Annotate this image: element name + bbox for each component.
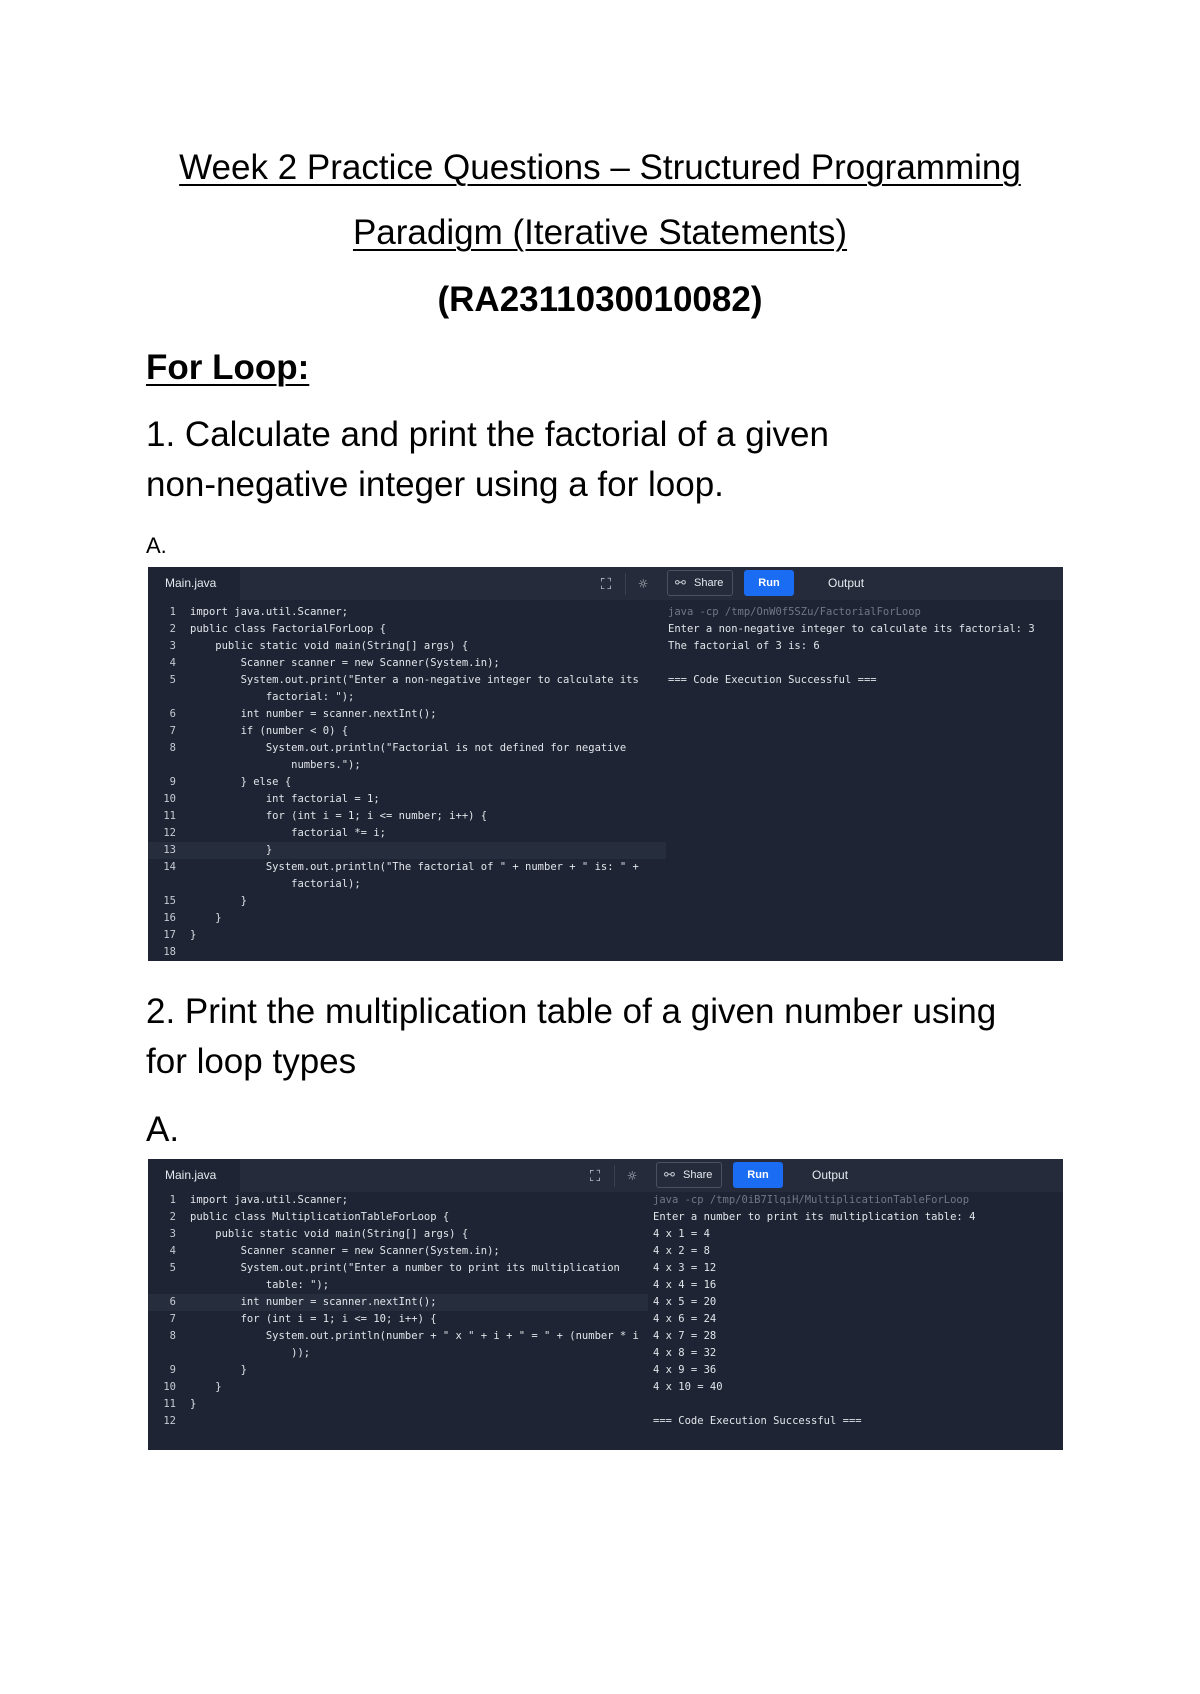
code-text: factorial *= i; — [190, 827, 386, 839]
fullscreen-icon[interactable]: ⛶ — [589, 1167, 601, 1185]
code-line — [148, 1294, 648, 1311]
code-editor-screenshot-1 — [148, 567, 1063, 961]
line-number: 1 — [169, 1194, 176, 1206]
section-heading: For Loop: — [146, 348, 310, 387]
output-line — [653, 1396, 1058, 1413]
output-line: === Code Execution Successful === — [653, 1415, 862, 1427]
code-line — [148, 1328, 648, 1345]
question-1 — [146, 410, 1066, 510]
output-line: java -cp /tmp/0iB7IlqiH/MultiplicationTableForLoop — [653, 1194, 970, 1206]
question-1-line2: non-negative integer using a for loop. — [146, 465, 724, 504]
theme-toggle-icon[interactable]: ☼ — [627, 1167, 637, 1185]
line-number: 2 — [169, 1211, 176, 1223]
output-line: The factorial of 3 is: 6 — [668, 640, 820, 652]
line-number: 11 — [163, 810, 176, 822]
code-text: } else { — [190, 776, 292, 788]
line-number: 18 — [163, 946, 176, 958]
line-number: 17 — [163, 929, 176, 941]
output-line: 4 x 2 = 8 — [653, 1245, 710, 1257]
line-number: 12 — [163, 827, 176, 839]
code-panel[interactable] — [148, 604, 666, 961]
line-number: 10 — [163, 793, 176, 805]
code-text: System.out.println(number + " x " + i + " = " + (number * i — [190, 1330, 639, 1342]
output-line: 4 x 7 = 28 — [653, 1330, 717, 1342]
code-text: } — [190, 912, 222, 924]
output-line: java -cp /tmp/OnW0f5SZu/FactorialForLoop — [668, 606, 921, 618]
registration-number: (RA2311030010082) — [437, 280, 763, 319]
run-button[interactable]: Run — [744, 570, 794, 596]
code-text: Scanner scanner = new Scanner(System.in); — [190, 1245, 500, 1257]
code-text: )); — [190, 1347, 311, 1359]
code-text: System.out.println("Factorial is not defined for negative — [190, 742, 627, 754]
output-line: 4 x 4 = 16 — [653, 1279, 717, 1291]
code-line — [148, 842, 666, 859]
output-panel — [653, 1192, 1058, 1430]
line-number: 4 — [169, 657, 176, 669]
document-title-line1: Week 2 Practice Questions – Structured Programming — [179, 148, 1021, 187]
code-text: factorial); — [190, 878, 361, 890]
code-line — [148, 1396, 648, 1413]
code-text: System.out.println("The factorial of " + number + " is: " + — [190, 861, 639, 873]
line-number: 14 — [163, 861, 176, 873]
output-line: Enter a non-negative integer to calculate its factorial: 3 — [668, 623, 1035, 635]
code-line — [148, 927, 666, 944]
code-line — [148, 1413, 648, 1430]
output-line: Enter a number to print its multiplication table: 4 — [653, 1211, 976, 1223]
question-2 — [146, 987, 1066, 1087]
code-line — [148, 706, 666, 723]
code-line — [148, 893, 666, 910]
code-text: int number = scanner.nextInt(); — [190, 708, 437, 720]
question-2-line2: for loop types — [146, 1042, 357, 1081]
code-line — [148, 774, 666, 791]
code-text: numbers."); — [190, 759, 361, 771]
share-button[interactable] — [667, 570, 733, 596]
code-text: } — [190, 1364, 247, 1376]
code-line — [148, 689, 666, 706]
line-number: 9 — [169, 776, 176, 788]
answer-1-label: A. — [146, 533, 167, 558]
code-text: table: "); — [190, 1279, 330, 1291]
code-line — [148, 1209, 648, 1226]
code-text: public static void main(String[] args) { — [190, 640, 469, 652]
code-line — [148, 655, 666, 672]
line-number: 16 — [163, 912, 176, 924]
code-line — [148, 723, 666, 740]
line-number: 5 — [169, 1262, 176, 1274]
run-button[interactable]: Run — [733, 1162, 783, 1188]
code-text: import java.util.Scanner; — [190, 1194, 349, 1206]
output-label: Output — [828, 576, 865, 590]
file-tab[interactable]: Main.java — [148, 567, 240, 600]
question-1-line1: 1. Calculate and print the factorial of a given — [146, 415, 829, 454]
line-number: 6 — [169, 708, 176, 720]
line-number: 7 — [169, 1313, 176, 1325]
code-text: } — [190, 929, 197, 941]
output-panel — [668, 604, 1058, 689]
code-text: System.out.print("Enter a number to print its multiplication — [190, 1262, 620, 1274]
line-number: 11 — [163, 1398, 176, 1410]
line-number: 13 — [163, 844, 176, 856]
code-line — [148, 740, 666, 757]
code-line — [148, 808, 666, 825]
code-line — [148, 621, 666, 638]
answer-2-label: A. — [146, 1110, 180, 1149]
code-text: import java.util.Scanner; — [190, 606, 349, 618]
code-text: } — [190, 844, 273, 856]
code-text: for (int i = 1; i <= number; i++) { — [190, 810, 488, 822]
line-number: 6 — [169, 1296, 176, 1308]
code-line — [148, 1345, 648, 1362]
line-number: 5 — [169, 674, 176, 686]
line-number: 15 — [163, 895, 176, 907]
output-line: 4 x 9 = 36 — [653, 1364, 717, 1376]
question-2-line1: 2. Print the multiplication table of a given number using — [146, 992, 997, 1031]
output-label: Output — [812, 1168, 849, 1182]
output-line: 4 x 8 = 32 — [653, 1347, 717, 1359]
code-line — [148, 757, 666, 774]
code-text: Scanner scanner = new Scanner(System.in); — [190, 657, 500, 669]
code-line — [148, 859, 666, 876]
share-icon: ⚯ — [675, 575, 686, 590]
toolbar-divider — [614, 1165, 615, 1187]
share-label: Share — [694, 577, 724, 589]
code-text: if (number < 0) { — [190, 725, 349, 737]
share-label: Share — [683, 1169, 713, 1181]
code-line — [148, 1243, 648, 1260]
editor-toolbar — [148, 1159, 1063, 1192]
code-line — [148, 604, 666, 621]
line-number: 4 — [169, 1245, 176, 1257]
code-line — [148, 910, 666, 927]
code-text: System.out.print("Enter a non-negative integer to calculate its — [190, 674, 639, 686]
share-button[interactable] — [656, 1162, 722, 1188]
toolbar-divider — [625, 573, 626, 595]
code-line — [148, 1362, 648, 1379]
code-line — [148, 876, 666, 893]
output-line: 4 x 3 = 12 — [653, 1262, 717, 1274]
output-line: === Code Execution Successful === — [668, 674, 877, 686]
code-text: } — [190, 1398, 197, 1410]
code-text: public class MultiplicationTableForLoop { — [190, 1211, 450, 1223]
line-number: 3 — [169, 1228, 176, 1240]
code-line — [148, 672, 666, 689]
line-number: 2 — [169, 623, 176, 635]
code-panel[interactable] — [148, 1192, 648, 1430]
line-number: 10 — [163, 1381, 176, 1393]
output-line — [668, 655, 1058, 672]
code-text: factorial: "); — [190, 691, 355, 703]
line-number: 8 — [169, 742, 176, 754]
code-text: } — [190, 895, 247, 907]
code-line — [148, 638, 666, 655]
code-line — [148, 944, 666, 961]
line-number: 7 — [169, 725, 176, 737]
code-text: public class FactorialForLoop { — [190, 623, 386, 635]
editor-toolbar — [148, 567, 1063, 600]
fullscreen-icon[interactable]: ⛶ — [600, 575, 612, 593]
code-line — [148, 825, 666, 842]
code-text: int number = scanner.nextInt(); — [190, 1296, 437, 1308]
line-number: 3 — [169, 640, 176, 652]
code-editor-screenshot-2 — [148, 1159, 1063, 1450]
output-line: 4 x 6 = 24 — [653, 1313, 717, 1325]
line-number: 9 — [169, 1364, 176, 1376]
output-line: 4 x 5 = 20 — [653, 1296, 717, 1308]
line-number: 1 — [169, 606, 176, 618]
code-line — [148, 1379, 648, 1396]
code-line — [148, 1226, 648, 1243]
code-text: int factorial = 1; — [190, 793, 380, 805]
file-tab[interactable]: Main.java — [148, 1159, 240, 1192]
output-line: 4 x 10 = 40 — [653, 1381, 723, 1393]
theme-toggle-icon[interactable]: ☼ — [638, 575, 648, 593]
code-text: for (int i = 1; i <= 10; i++) { — [190, 1313, 437, 1325]
code-line — [148, 1192, 648, 1209]
code-line — [148, 1311, 648, 1328]
code-line — [148, 791, 666, 808]
line-number: 12 — [163, 1415, 176, 1427]
code-text: } — [190, 1381, 222, 1393]
output-line: 4 x 1 = 4 — [653, 1228, 710, 1240]
code-line — [148, 1260, 648, 1277]
code-line — [148, 1277, 648, 1294]
code-text: public static void main(String[] args) { — [190, 1228, 469, 1240]
document-title-line2: Paradigm (Iterative Statements) — [352, 213, 848, 252]
share-icon: ⚯ — [664, 1167, 675, 1182]
line-number: 8 — [169, 1330, 176, 1342]
